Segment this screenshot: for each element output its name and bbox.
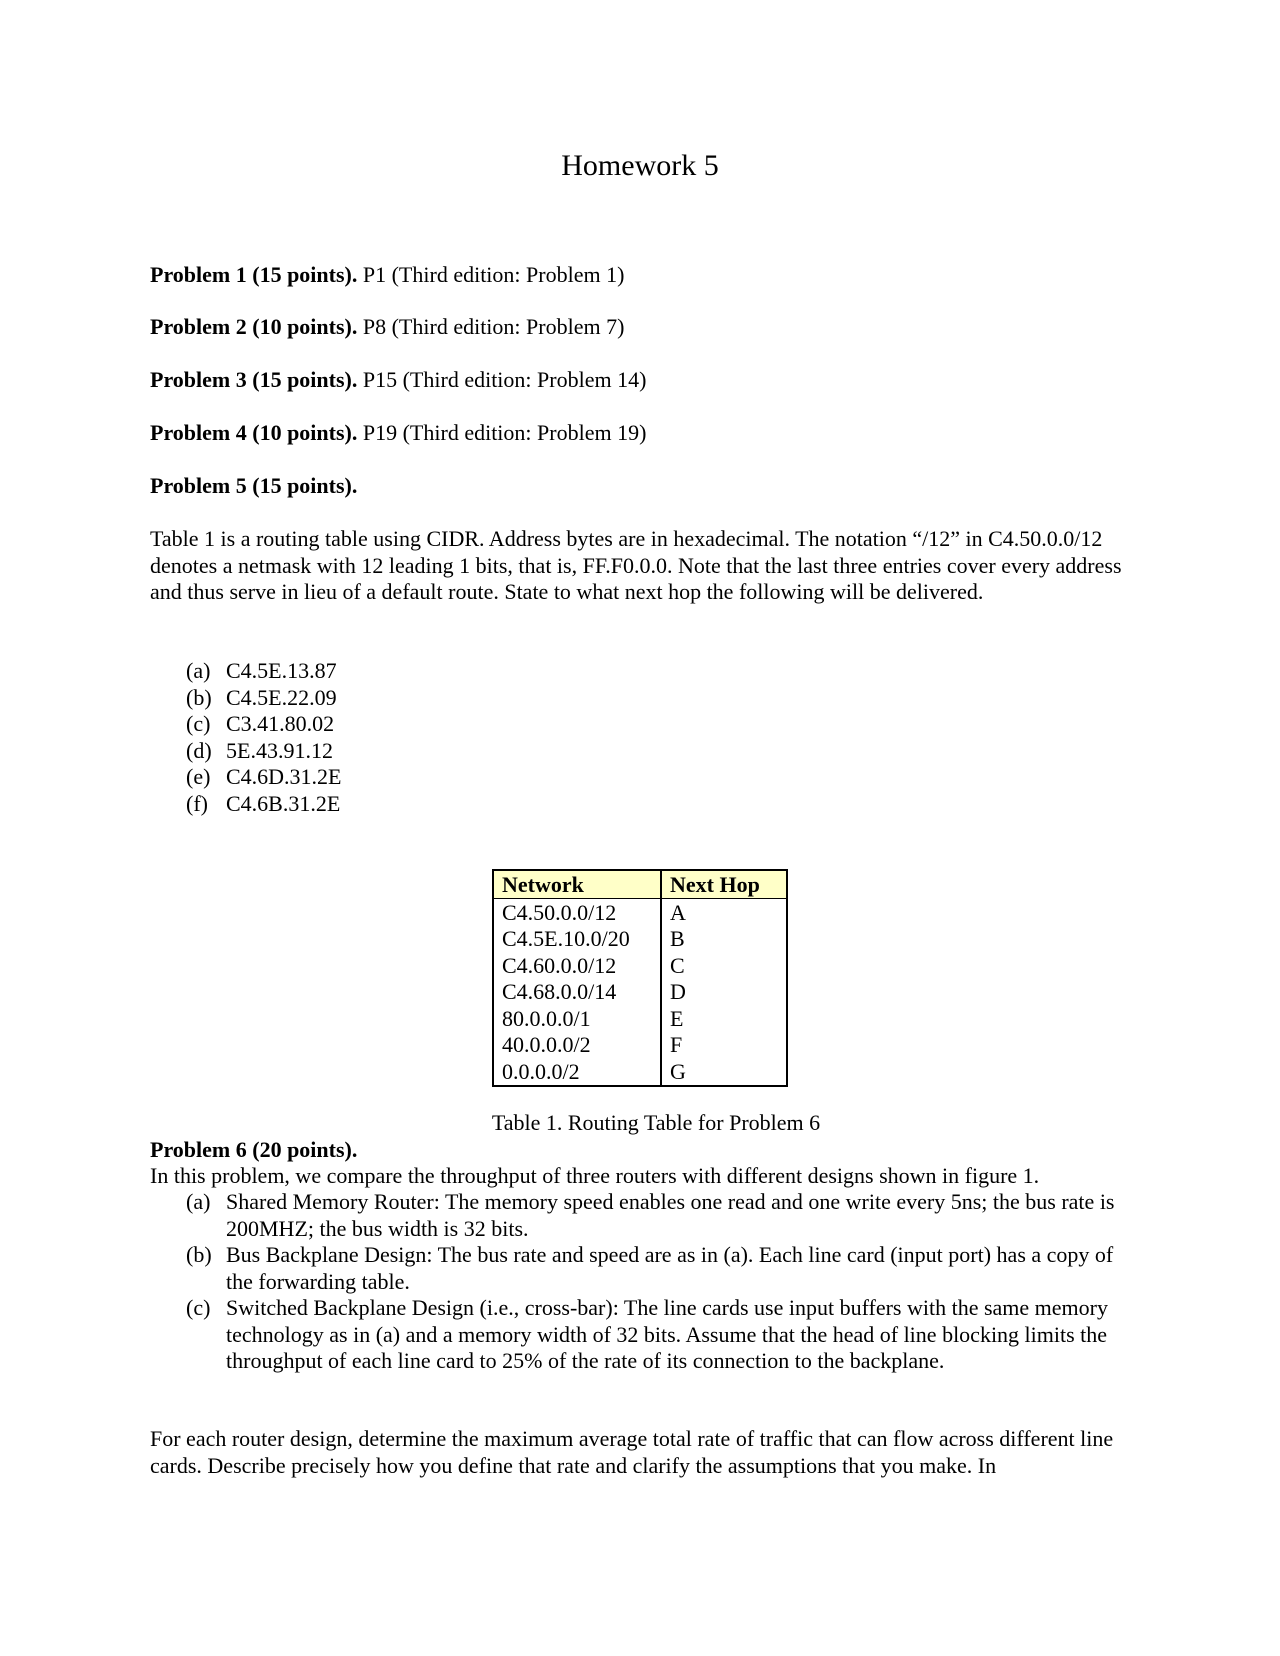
problem-1-heading: Problem 1 (15 points).	[150, 262, 358, 287]
network-cell: 40.0.0.0/2	[493, 1032, 661, 1059]
problem-2-line	[150, 314, 624, 340]
problem-1-line	[150, 262, 624, 288]
routing-table	[492, 869, 788, 1087]
list-item: (c) Switched Backplane Design (i.e., cross-bar): The line cards use input buffers with the same memory technology as in (a) and a memory width of 32 bits. Assume that the head of line blocking limits the throughput of each line card to 25% of the rate of its connection to the backplane.	[186, 1295, 1108, 1373]
list-item: (f) C4.6B.31.2E	[186, 790, 341, 816]
problem-6-list	[186, 1189, 1136, 1375]
problem-3-text: P15 (Third edition: Problem 14)	[357, 367, 647, 392]
list-item: (e) C4.6D.31.2E	[186, 764, 342, 789]
problem-5-heading: Problem 5 (15 points).	[150, 473, 358, 498]
table-row	[493, 1005, 787, 1032]
list-item: (d) 5E.43.91.12	[186, 737, 333, 763]
table-row	[493, 979, 787, 1006]
problem-6-intro: In this problem, we compare the throughput of three routers with different designs shown in figure 1.	[150, 1163, 1040, 1188]
network-cell: C4.68.0.0/14	[493, 979, 661, 1006]
list-item: (a) Shared Memory Router: The memory speed enables one read and one write every 5ns; the bus rate is 200MHZ; the bus width is 32 bits.	[186, 1189, 1115, 1241]
table-row	[493, 926, 787, 953]
problem-2-text: P8 (Third edition: Problem 7)	[357, 314, 625, 339]
table-row	[493, 899, 787, 926]
next-hop-cell: D	[670, 979, 686, 1005]
problem-4-text: P19 (Third edition: Problem 19)	[357, 420, 647, 445]
problem-6-line	[150, 1137, 357, 1163]
list-item: (b) C4.5E.22.09	[186, 684, 337, 710]
problem-2-heading: Problem 2 (10 points).	[150, 314, 358, 339]
problem-5-paragraph: Table 1 is a routing table using CIDR. Address bytes are in hexadecimal. The notation “/12” in C4.50.0.0/12 denotes a netmask with 12 leading 1 bits, that is, FF.F0.0.0. Note that the last three entries cover every address and thus serve in lieu of a default route. State to what next hop the following will be delivered.	[150, 526, 1122, 604]
problem-3-line	[150, 367, 646, 393]
list-item: (b) Bus Backplane Design: The bus rate and speed are as in (a). Each line card (input port) has a copy of the forwarding table.	[186, 1242, 1114, 1294]
problem-1-text: P1 (Third edition: Problem 1)	[357, 262, 625, 287]
problem-6-heading: Problem 6 (20 points).	[150, 1137, 358, 1162]
page-title: Homework 5	[561, 149, 719, 182]
list-item: (c) C3.41.80.02	[186, 711, 335, 736]
next-hop-cell: B	[670, 926, 685, 952]
network-cell: C4.5E.10.0/20	[493, 926, 661, 953]
table-row	[493, 952, 787, 979]
header-network: Network	[493, 870, 661, 899]
problem-5-line	[150, 473, 357, 499]
next-hop-cell: F	[670, 1032, 683, 1058]
network-cell: C4.60.0.0/12	[493, 952, 661, 979]
problem-3-heading: Problem 3 (15 points).	[150, 367, 358, 392]
next-hop-cell: C	[670, 952, 685, 978]
problem-4-heading: Problem 4 (10 points).	[150, 420, 358, 445]
problem-6-closing: For each router design, determine the maximum average total rate of traffic that can flow across different line cards. Describe precisely how you define that rate and clarify the assumptions that you make. In	[150, 1426, 1114, 1478]
header-next-hop: Next Hop	[661, 870, 787, 899]
table-row	[493, 1058, 787, 1086]
problem-4-line	[150, 420, 646, 446]
table-header-row	[493, 870, 787, 899]
network-cell: 0.0.0.0/2	[493, 1058, 661, 1086]
network-cell: C4.50.0.0/12	[493, 899, 661, 926]
next-hop-cell: G	[670, 1058, 686, 1084]
routing-table-wrap	[492, 869, 788, 1087]
table-row	[493, 1032, 787, 1059]
next-hop-cell: E	[670, 1005, 684, 1031]
next-hop-cell: A	[670, 899, 686, 925]
network-cell: 80.0.0.0/1	[493, 1005, 661, 1032]
table-caption: Table 1. Routing Table for Problem 6	[491, 1110, 821, 1135]
list-item: (a) C4.5E.13.87	[186, 658, 337, 683]
problem-5-address-list	[186, 658, 342, 817]
